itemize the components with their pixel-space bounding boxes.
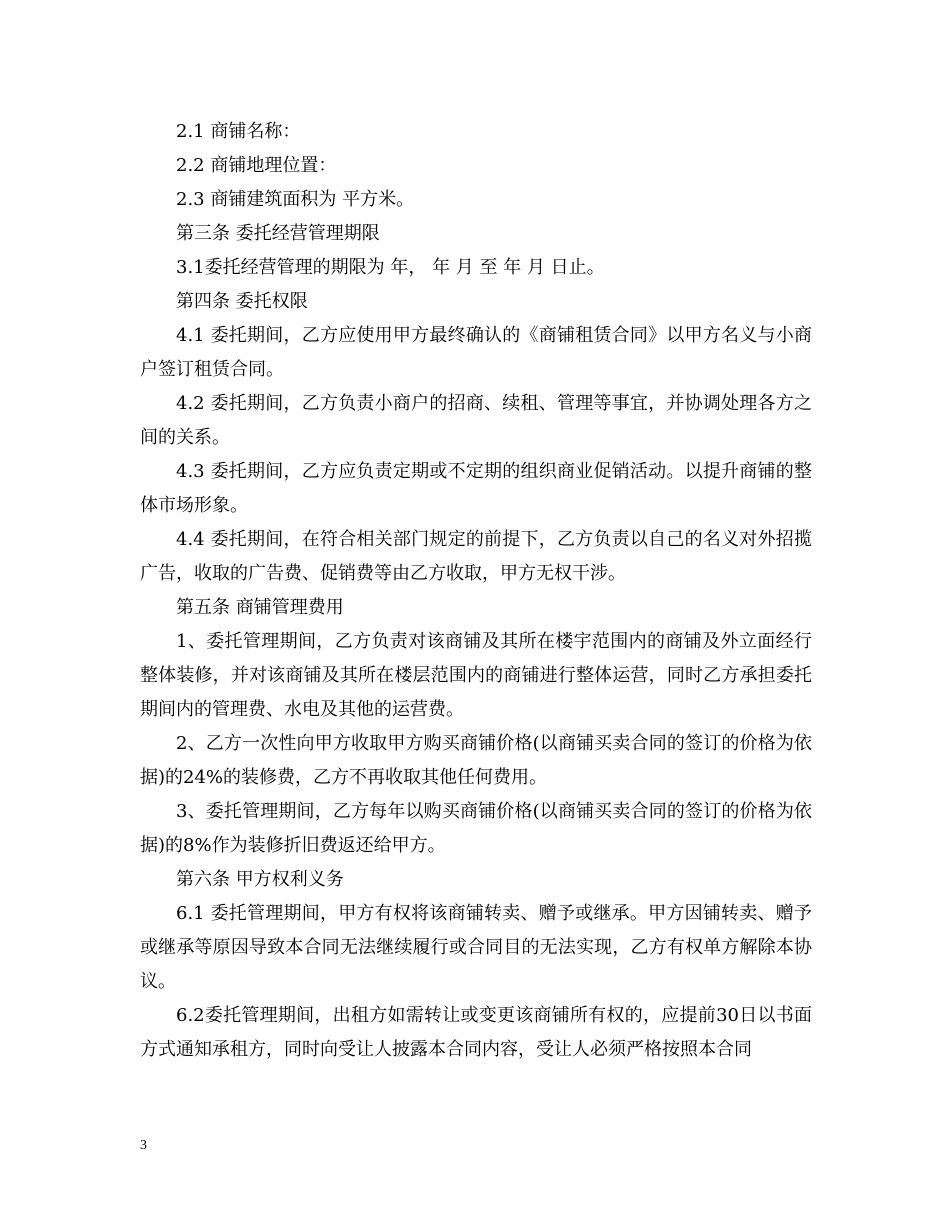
- clause-4-2: 4.2 委托期间，乙方负责小商户的招商、续租、管理等事宜，并协调处理各方之间的关系。: [140, 393, 812, 448]
- clause-2-1: 2.1 商铺名称：: [176, 121, 301, 142]
- document-body: [140, 115, 812, 1067]
- clause-6-2: 6.2委托管理期间，出租方如需转让或变更该商铺所有权的，应提前30日以书面方式通知承租方，同时向受让人披露本合同内容，受让人必须严格按照本合同: [140, 1005, 812, 1060]
- clause-5-item-1: 1、委托管理期间，乙方负责对该商铺及其所在楼宇范围内的商铺及外立面经行整体装修，并对该商铺及其所在楼层范围内的商铺进行整体运营，同时乙方承担委托期间内的管理费、水电及其他的运营费。: [140, 631, 812, 720]
- article-4-heading: 第四条 委托权限: [176, 291, 308, 312]
- article-5-heading: 第五条 商铺管理费用: [176, 597, 344, 618]
- clause-2-2: 2.2 商铺地理位置：: [176, 155, 337, 176]
- clause-2-3: 2.3 商铺建筑面积为 平方米。: [176, 189, 415, 210]
- clause-6-1: 6.1 委托管理期间，甲方有权将该商铺转卖、赠予或继承。甲方因铺转卖、赠予或继承等原因导致本合同无法继续履行或合同目的无法实现，乙方有权单方解除本协议。: [140, 903, 812, 992]
- clause-4-1: 4.1 委托期间，乙方应使用甲方最终确认的《商铺租赁合同》以甲方名义与小商户签订租赁合同。: [140, 325, 812, 380]
- article-3-heading: 第三条 委托经营管理期限: [176, 223, 380, 244]
- clause-3-1: 3.1委托经营管理的期限为 年， 年 月 至 年 月 日止。: [176, 257, 605, 278]
- clause-4-4: 4.4 委托期间，在符合相关部门规定的前提下，乙方负责以自己的名义对外招揽广告，收取的广告费、促销费等由乙方收取，甲方无权干涉。: [140, 529, 812, 584]
- clause-5-item-3: 3、委托管理期间，乙方每年以购买商铺价格(以商铺买卖合同的签订的价格为依据)的8%作为装修折旧费返还给甲方。: [140, 801, 812, 856]
- page-number: 3: [140, 1138, 147, 1153]
- article-6-heading: 第六条 甲方权利义务: [176, 869, 344, 890]
- clause-4-3: 4.3 委托期间，乙方应负责定期或不定期的组织商业促销活动。以提升商铺的整体市场形象。: [140, 461, 812, 516]
- clause-5-item-2: 2、乙方一次性向甲方收取甲方购买商铺价格(以商铺买卖合同的签订的价格为依据)的24%的装修费，乙方不再收取其他任何费用。: [140, 733, 812, 788]
